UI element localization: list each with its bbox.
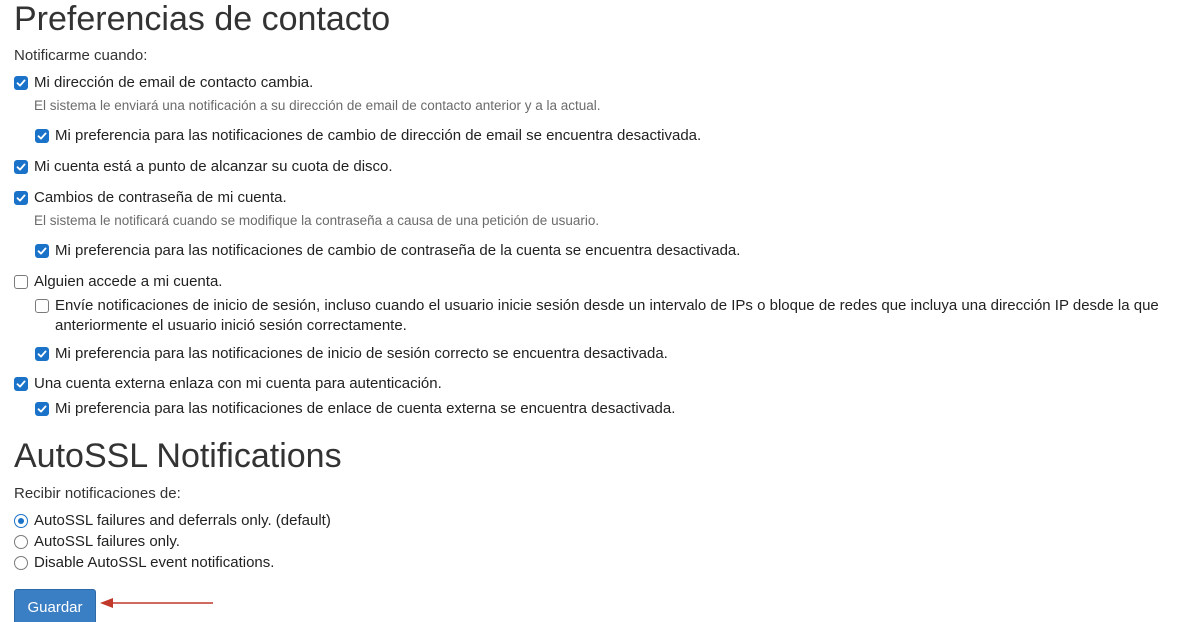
arrow-left-icon: [98, 596, 216, 610]
option-password-change[interactable]: [14, 188, 287, 208]
email-change-help: El sistema le enviará una notificación a su dirección de email de contacto anterior y a la actual.: [34, 98, 601, 113]
email-pref-disabled-checkbox[interactable]: [35, 129, 49, 143]
save-button[interactable]: Guardar: [14, 589, 96, 622]
autossl-title: AutoSSL Notifications: [14, 437, 342, 475]
account-access-label: Alguien accede a mi cuenta.: [34, 273, 223, 290]
failures-deferrals-label: AutoSSL failures and deferrals only. (default): [34, 512, 331, 529]
email-change-label: Mi dirección de email de contacto cambia.: [34, 74, 314, 91]
autossl-option-failures-only[interactable]: [14, 532, 180, 552]
option-login-notifications-ip-range[interactable]: [35, 296, 1170, 336]
password-change-help: El sistema le notificará cuando se modifique la contraseña a causa de una petición de usuario.: [34, 213, 600, 228]
check-icon: [37, 131, 47, 141]
check-icon: [16, 193, 26, 203]
login-ip-range-checkbox[interactable]: [35, 299, 49, 313]
option-email-change[interactable]: [14, 73, 313, 93]
account-access-checkbox[interactable]: [14, 275, 28, 289]
password-change-checkbox[interactable]: [14, 191, 28, 205]
check-icon: [16, 379, 26, 389]
option-disk-quota[interactable]: [14, 157, 393, 177]
option-external-pref-disabled[interactable]: [35, 399, 675, 419]
password-change-label: Cambios de contraseña de mi cuenta.: [34, 189, 287, 206]
external-account-checkbox[interactable]: [14, 377, 28, 391]
disable-notifications-label: Disable AutoSSL event notifications.: [34, 554, 275, 571]
autossl-option-failures-deferrals[interactable]: [14, 511, 331, 531]
check-icon: [37, 349, 47, 359]
disk-quota-checkbox[interactable]: [14, 160, 28, 174]
check-icon: [37, 246, 47, 256]
external-pref-disabled-label: Mi preferencia para las notificaciones de enlace de cuenta externa se encuentra desactivada.: [55, 400, 676, 417]
disk-quota-label: Mi cuenta está a punto de alcanzar su cuota de disco.: [34, 158, 393, 175]
notify-label: Notificarme cuando:: [14, 47, 148, 64]
password-pref-disabled-checkbox[interactable]: [35, 244, 49, 258]
check-icon: [37, 404, 47, 414]
failures-only-radio[interactable]: [14, 535, 28, 549]
option-password-pref-disabled[interactable]: [35, 241, 740, 261]
email-change-checkbox[interactable]: [14, 76, 28, 90]
option-external-account-link[interactable]: [14, 374, 442, 394]
check-icon: [16, 78, 26, 88]
external-account-label: Una cuenta externa enlaza con mi cuenta para autenticación.: [34, 375, 442, 392]
external-pref-disabled-checkbox[interactable]: [35, 402, 49, 416]
password-pref-disabled-label: Mi preferencia para las notificaciones de cambio de contraseña de la cuenta se encuentra desactivada.: [55, 242, 741, 259]
option-login-pref-disabled[interactable]: [35, 344, 668, 364]
check-icon: [16, 162, 26, 172]
autossl-option-disable[interactable]: [14, 553, 274, 573]
option-email-pref-disabled[interactable]: [35, 126, 701, 146]
login-pref-disabled-checkbox[interactable]: [35, 347, 49, 361]
failures-deferrals-radio[interactable]: [14, 514, 28, 528]
email-pref-disabled-label: Mi preferencia para las notificaciones de cambio de dirección de email se encuentra desactivada.: [55, 127, 702, 144]
contact-preferences-title: Preferencias de contacto: [14, 0, 391, 38]
receive-label: Recibir notificaciones de:: [14, 485, 181, 502]
login-pref-disabled-label: Mi preferencia para las notificaciones de inicio de sesión correcto se encuentra desactivada.: [55, 345, 668, 362]
login-ip-range-label: Envíe notificaciones de inicio de sesión, incluso cuando el usuario inicie sesión desde un intervalo de IPs o bloque de redes que incluya una dirección IP desde la que anteriormente el usuario inició sesión correctamente.: [55, 297, 1159, 334]
disable-notifications-radio[interactable]: [14, 556, 28, 570]
failures-only-label: AutoSSL failures only.: [34, 533, 180, 550]
option-account-access[interactable]: [14, 272, 222, 292]
